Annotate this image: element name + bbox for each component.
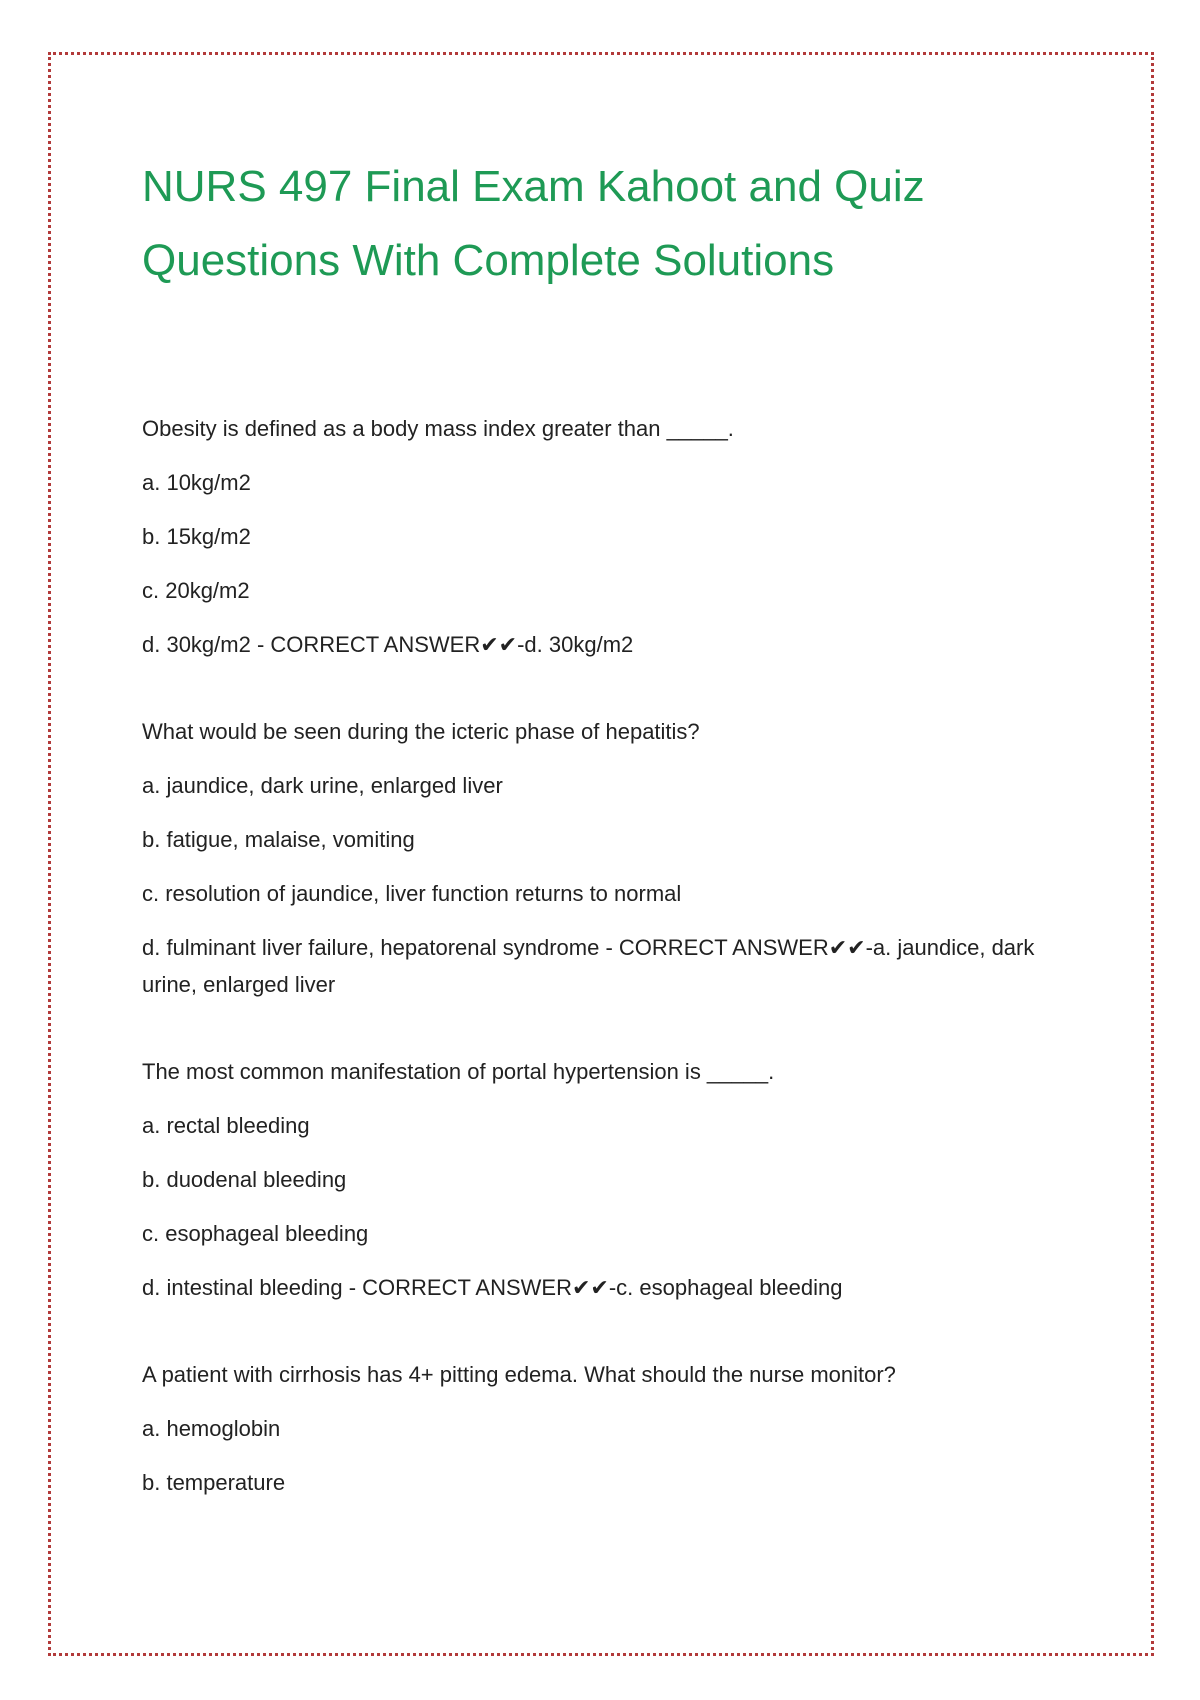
title-line-1: NURS 497 Final Exam Kahoot and Quiz [142, 162, 925, 211]
answer-option-with-solution: d. 30kg/m2 - CORRECT ANSWER✔✔-d. 30kg/m2 [142, 632, 634, 657]
title-line-2: Questions With Complete Solutions [142, 236, 835, 285]
answer-option-with-solution: d. fulminant liver failure, hepatorenal syndrome - CORRECT ANSWER✔✔-a. jaundice, dark urine, enlarged liver [142, 935, 1035, 997]
answer-option: a. hemoglobin [142, 1416, 281, 1441]
question-prompt: The most common manifestation of portal hypertension is _____. [142, 1059, 775, 1084]
answer-option: a. rectal bleeding [142, 1113, 310, 1138]
answer-option-with-solution: d. intestinal bleeding - CORRECT ANSWER✔✔-c. esophageal bleeding [142, 1275, 843, 1300]
question-block [142, 1356, 1042, 1501]
question-prompt: A patient with cirrhosis has 4+ pitting edema. What should the nurse monitor? [142, 1362, 896, 1387]
question-prompt: Obesity is defined as a body mass index greater than _____. [142, 416, 734, 441]
document-title [142, 150, 1042, 298]
answer-option: b. temperature [142, 1470, 286, 1495]
answer-option: c. esophageal bleeding [142, 1221, 369, 1246]
answer-option: b. fatigue, malaise, vomiting [142, 827, 415, 852]
answer-option: a. jaundice, dark urine, enlarged liver [142, 773, 503, 798]
question-block [142, 1053, 1042, 1306]
question-block [142, 713, 1042, 1003]
document-body [142, 150, 1042, 1551]
answer-option: c. resolution of jaundice, liver function returns to normal [142, 881, 682, 906]
question-block [142, 410, 1042, 663]
answer-option: b. 15kg/m2 [142, 524, 251, 549]
answer-option: c. 20kg/m2 [142, 578, 250, 603]
question-prompt: What would be seen during the icteric phase of hepatitis? [142, 719, 700, 744]
answer-option: b. duodenal bleeding [142, 1167, 347, 1192]
answer-option: a. 10kg/m2 [142, 470, 251, 495]
